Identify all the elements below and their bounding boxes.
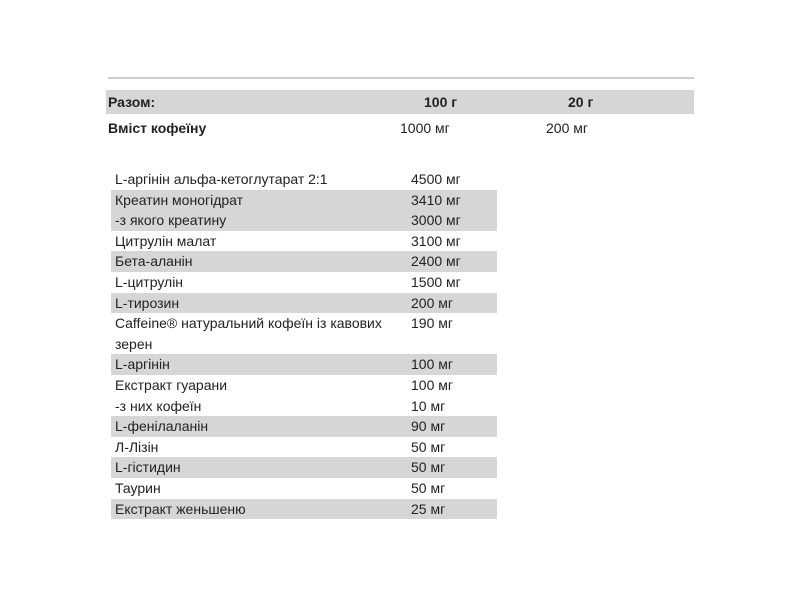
ingredient-name: Креатин моногідрат [115,191,244,208]
ingredient-amount: 3100 мг [411,232,461,249]
ingredient-name: Екстракт гуарани [115,376,228,393]
ingredient-row [111,169,497,190]
column-header-100g: 100 г [424,94,458,110]
ingredient-row [111,210,497,231]
ingredient-amount: 100 мг [411,376,453,393]
ingredient-name: L-тирозин [115,294,180,311]
ingredient-row [111,313,497,354]
ingredient-name: Бета-аланін [115,253,193,270]
ingredient-amount: 50 мг [411,479,446,496]
ingredient-amount: 90 мг [411,418,446,435]
ingredient-name: L-фенілаланін [115,418,209,435]
ingredient-amount: 3410 мг [411,191,461,208]
ingredient-row [111,354,497,375]
ingredient-name: Таурин [115,479,161,496]
caffeine-content-100g: 1000 мг [400,120,450,136]
ingredient-amount: 4500 мг [411,171,461,187]
ingredient-row [111,272,497,293]
ingredient-row [111,293,497,314]
ingredient-amount: 50 мг [411,438,446,455]
ingredient-amount: 2400 мг [411,253,461,270]
ingredient-row [111,457,497,478]
caffeine-content-row [106,116,694,140]
ingredient-row [111,251,497,272]
ingredient-name: L-аргінін альфа-кетоглутарат 2:1 [115,171,328,187]
ingredient-row [111,396,497,417]
ingredient-name: L-гістидин [115,459,181,476]
ingredient-amount: 3000 мг [411,212,461,229]
ingredient-name: Л-Лізін [115,438,159,455]
ingredient-amount: 25 мг [411,500,446,517]
ingredient-amount: 50 мг [411,459,446,476]
ingredient-amount: 190 мг [411,315,453,332]
ingredient-name: Caffeine® натуральний кофеїн із кавових зерен [115,315,382,352]
ingredient-name: L-цитрулін [115,273,184,290]
total-row [106,90,694,114]
ingredient-amount: 100 мг [411,356,453,373]
ingredient-name: -з них кофеїн [115,397,202,414]
column-header-20g: 20 г [568,94,594,110]
top-divider [108,77,694,79]
ingredient-amount: 10 мг [411,397,446,414]
ingredient-row [111,231,497,252]
ingredient-name: Екстракт женьшеню [115,500,246,517]
ingredient-row [111,416,497,437]
ingredient-row [111,478,497,499]
ingredient-amount: 200 мг [411,294,453,311]
caffeine-content-20g: 200 мг [546,120,588,136]
ingredient-name: -з якого креатину [115,212,227,229]
ingredient-row [111,375,497,396]
ingredient-name: L-аргінін [115,356,170,373]
ingredients-table [111,169,497,519]
ingredient-row [111,499,497,520]
ingredient-amount: 1500 мг [411,273,461,290]
ingredient-row [111,190,497,211]
ingredient-name: Цитрулін малат [115,232,217,249]
caffeine-content-label: Вміст кофеїну [108,120,207,136]
total-label: Разом: [108,94,156,110]
ingredient-row [111,437,497,458]
